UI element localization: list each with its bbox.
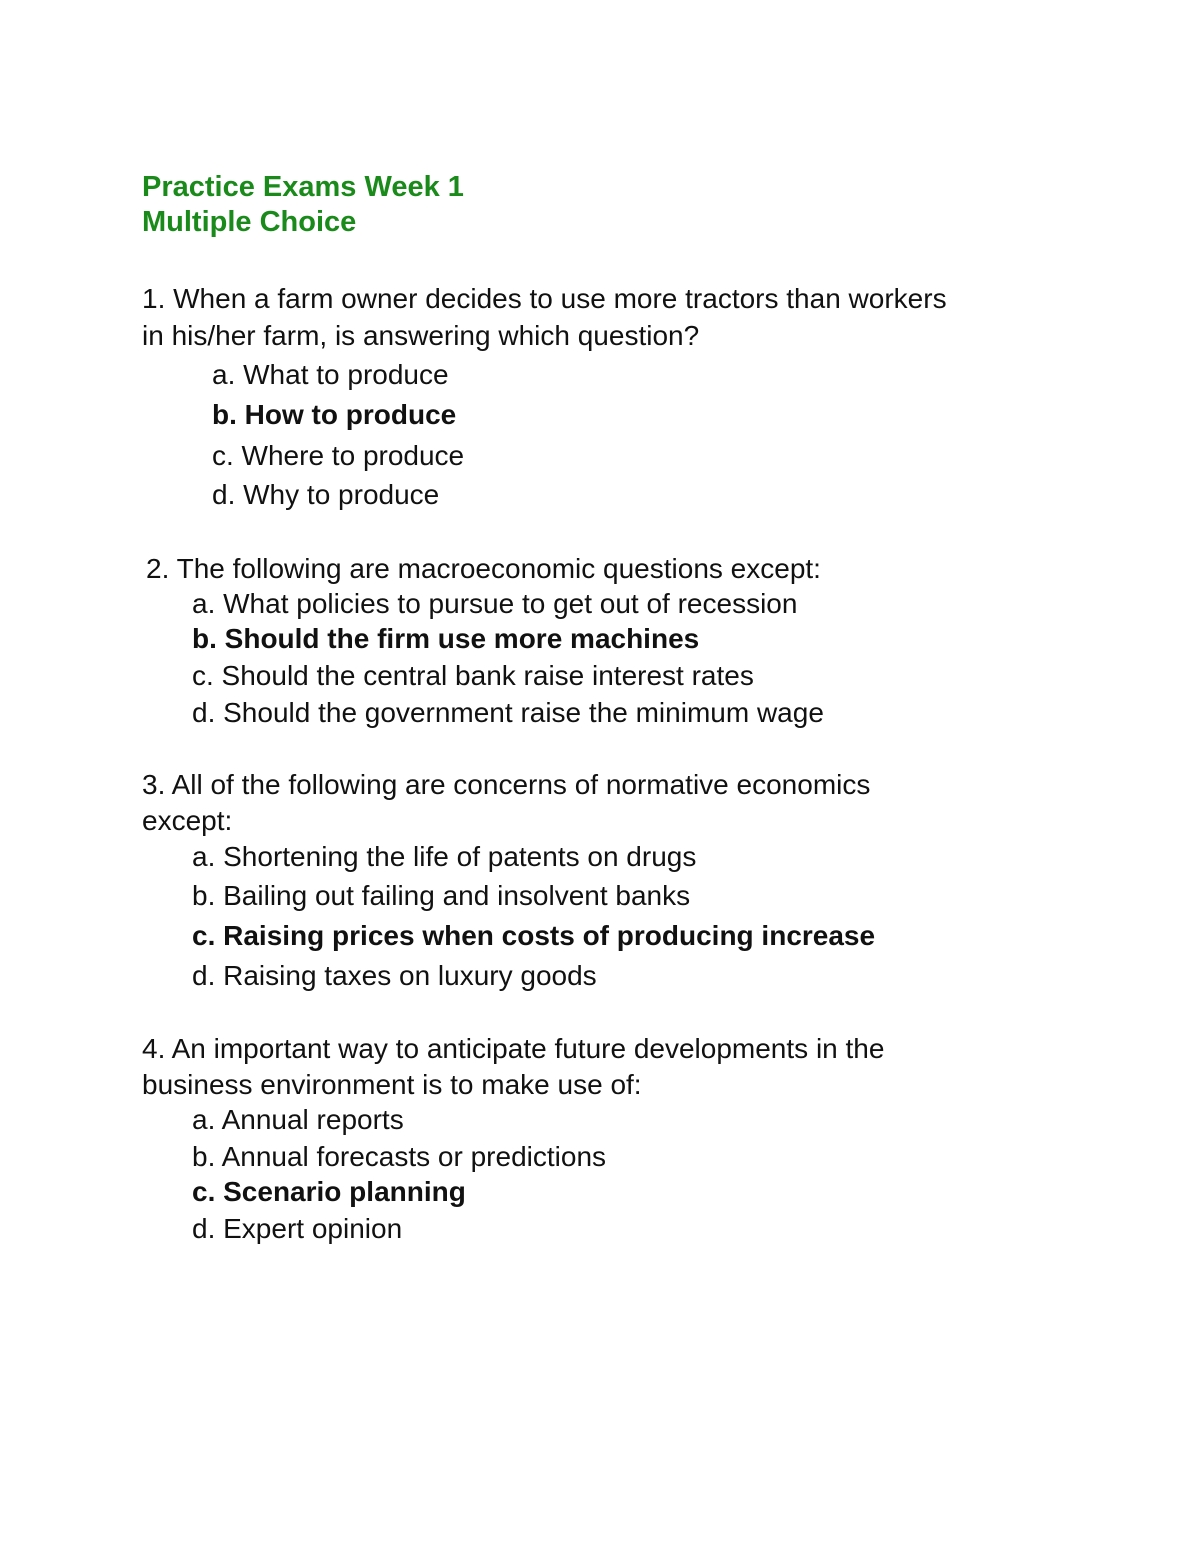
question-2-option-d: d. Should the government raise the minimum wage xyxy=(192,697,824,728)
question-3-option-d: d. Raising taxes on luxury goods xyxy=(192,960,597,991)
question-1-option-d: d. Why to produce xyxy=(212,479,440,510)
question-1-stem-line-1: 1. When a farm owner decides to use more tractors than workers xyxy=(142,283,947,314)
question-2-stem-line-1: 2. The following are macroeconomic questions except: xyxy=(146,553,821,584)
question-4-stem-line-1: 4. An important way to anticipate future developments in the xyxy=(142,1033,885,1064)
question-1-option-b-correct: b. How to produce xyxy=(212,399,457,430)
question-4-stem-line-2: business environment is to make use of: xyxy=(142,1069,642,1100)
question-3-option-a: a. Shortening the life of patents on drugs xyxy=(192,841,697,872)
question-3-stem-line-2: except: xyxy=(142,805,233,836)
document-subtitle: Multiple Choice xyxy=(142,206,357,238)
question-3-option-b: b. Bailing out failing and insolvent banks xyxy=(192,880,691,911)
question-1-option-c: c. Where to produce xyxy=(212,440,465,471)
question-3-stem-line-1: 3. All of the following are concerns of normative economics xyxy=(142,769,871,800)
question-4-option-d: d. Expert opinion xyxy=(192,1213,403,1244)
question-2-option-c: c. Should the central bank raise interest rates xyxy=(192,660,754,691)
question-4-option-a: a. Annual reports xyxy=(192,1104,404,1135)
question-2-option-a: a. What policies to pursue to get out of recession xyxy=(192,588,798,619)
question-4-option-b: b. Annual forecasts or predictions xyxy=(192,1141,607,1172)
question-3-option-c-correct: c. Raising prices when costs of producing increase xyxy=(192,920,876,951)
document-title: Practice Exams Week 1 xyxy=(142,171,464,203)
question-1-option-a: a. What to produce xyxy=(212,359,449,390)
question-2-option-b-correct: b. Should the firm use more machines xyxy=(192,623,700,654)
question-4-option-c-correct: c. Scenario planning xyxy=(192,1176,466,1207)
question-1-stem-line-2: in his/her farm, is answering which question? xyxy=(142,320,700,351)
